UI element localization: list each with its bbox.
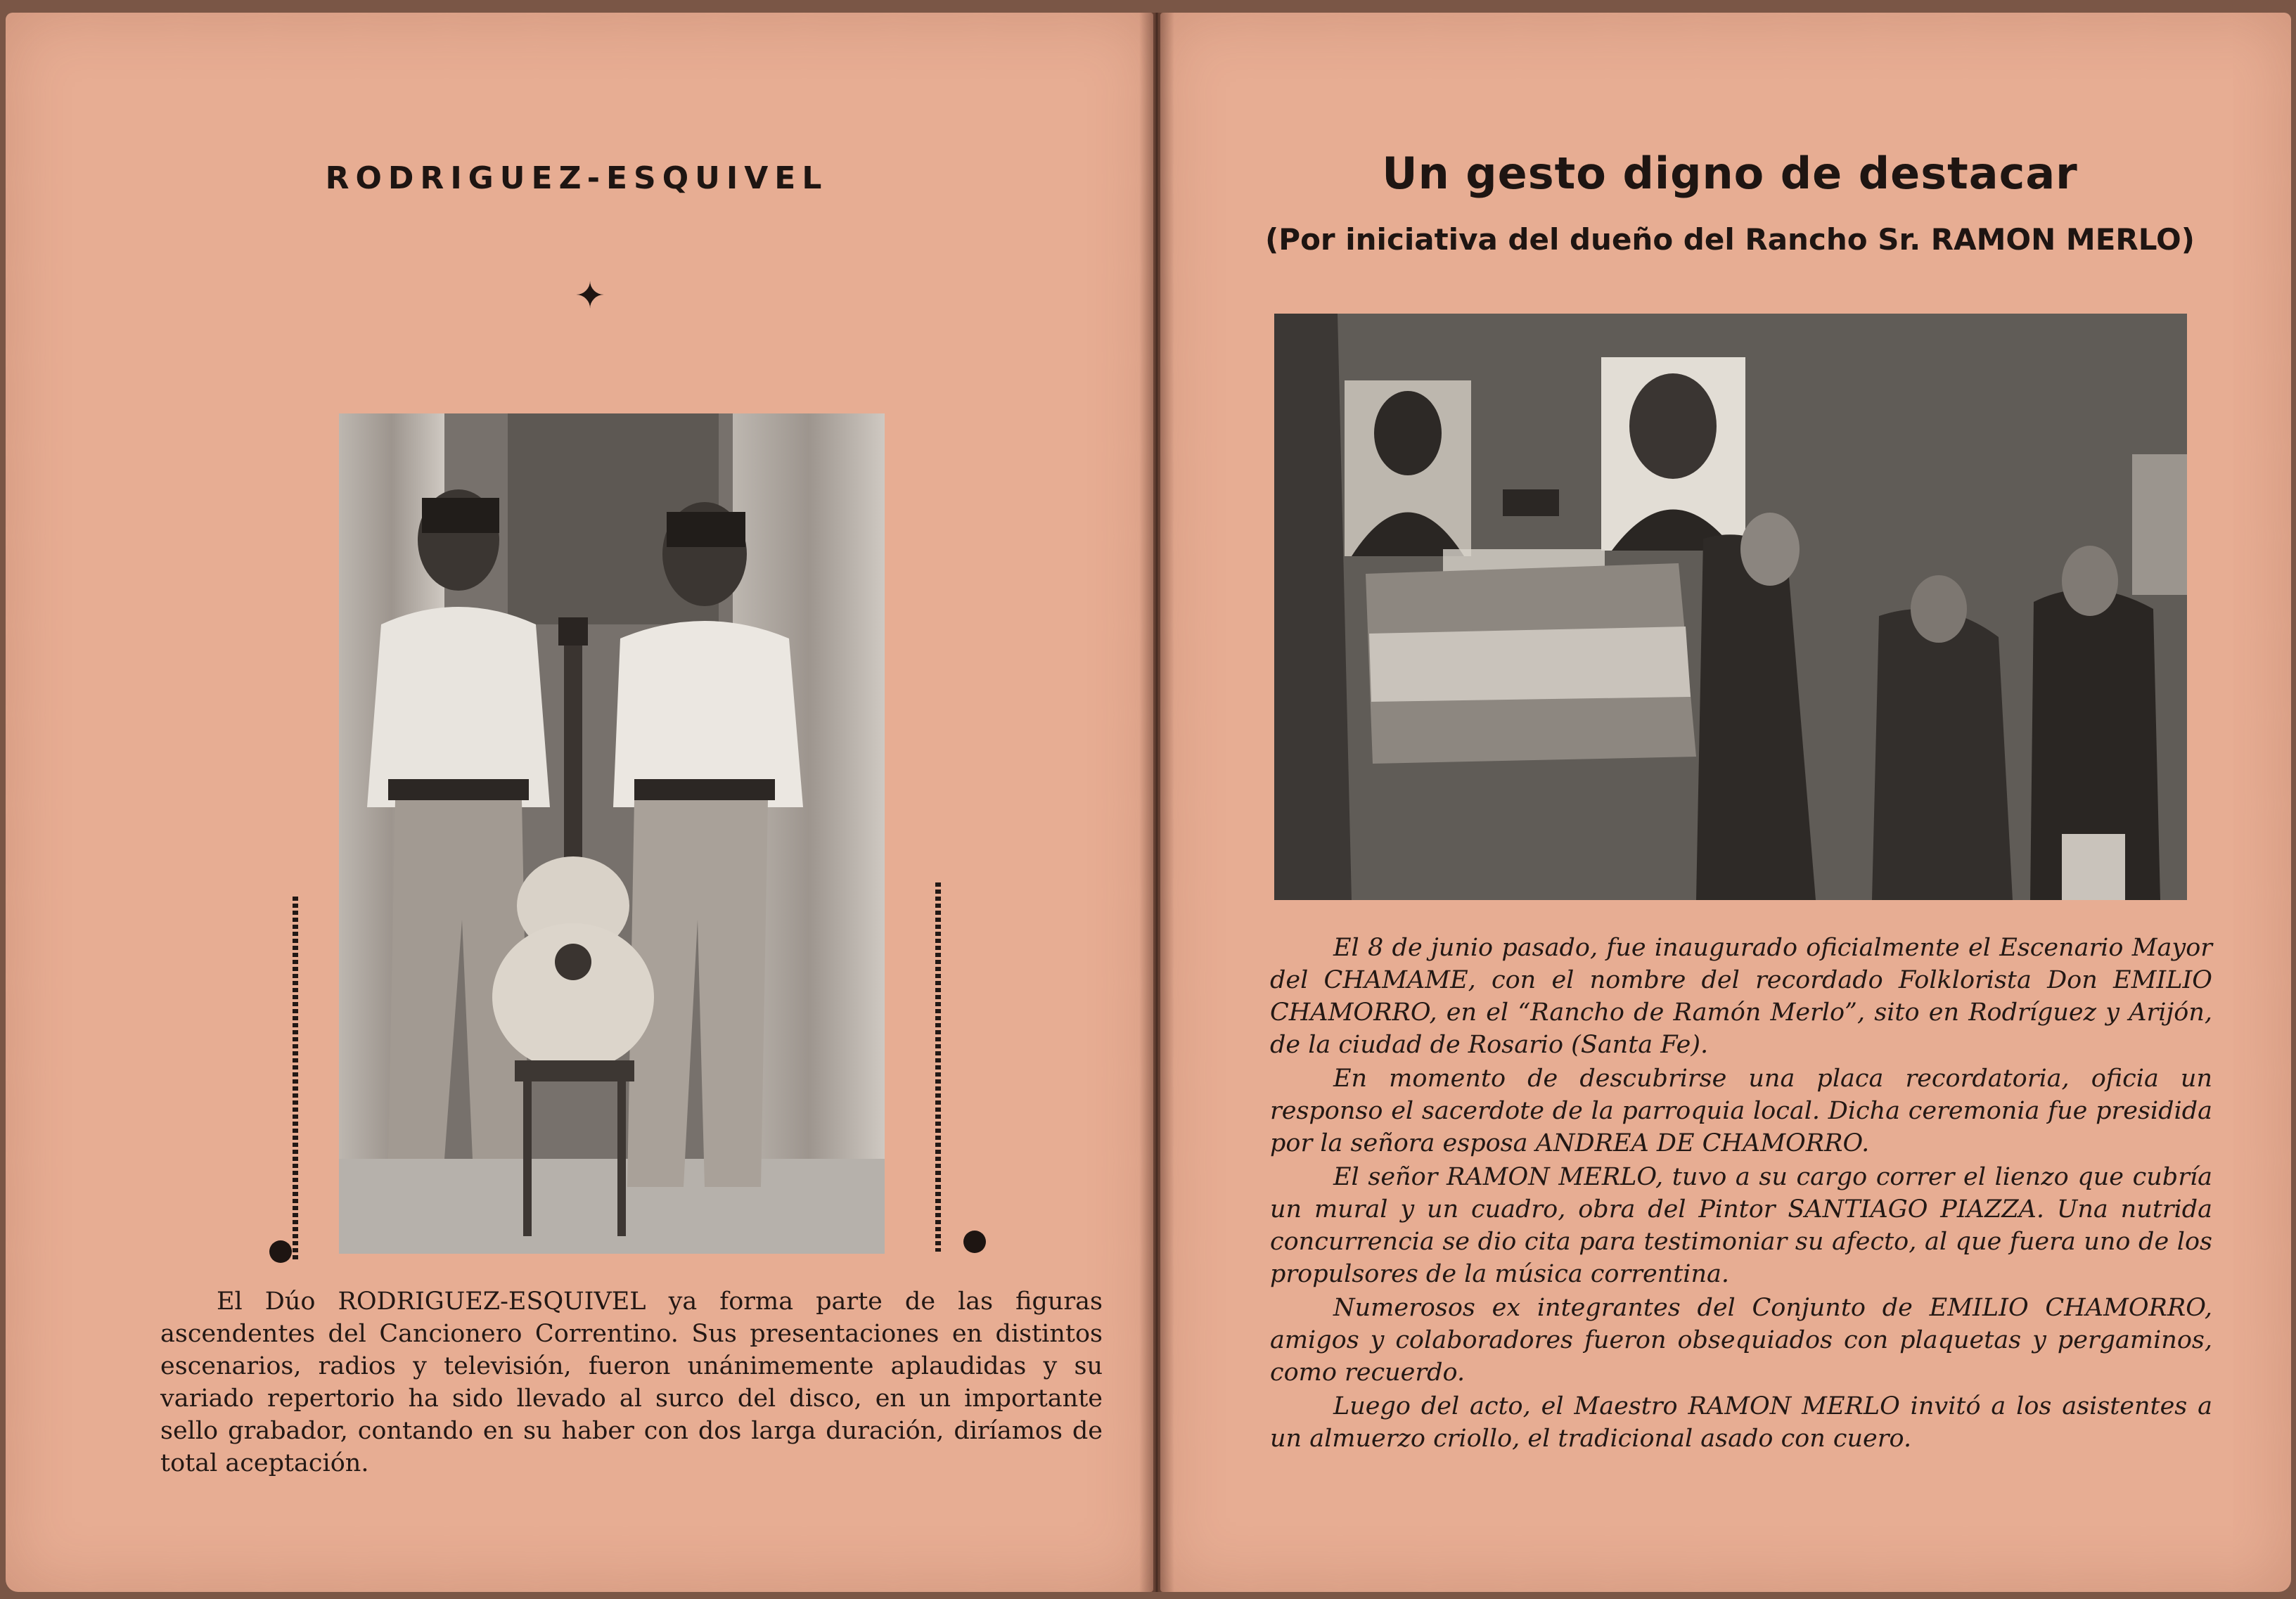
duo-photo-illustration [339,413,885,1254]
ceremony-photo-illustration [1274,314,2187,900]
duo-with-guitar-photo [339,413,885,1254]
duo-caption-text: El Dúo RODRIGUEZ-ESQUIVEL ya forma parte de las figuras ascendentes del Cancionero Correntino. Sus presentaciones en distintos escenarios, radios y televisión, fueron unánimemente aplaudidas y su variado repertorio ha sido llevado al surco del disco, en un importante sello grabador, contando en su haber con dos larga duración, diríamos de total aceptación. [160,1287,1103,1477]
star-ornament-icon: ✦ [575,275,605,317]
vertical-rule-right [935,882,941,1252]
article-paragraph-5: Luego del acto, el Maestro RAMON MERLO invitó a los asistentes a un almuerzo criollo, el tradicional asado con cuero. [1270,1392,2212,1453]
article-paragraph-1: El 8 de junio pasado, fue inaugurado oficialmente el Escenario Mayor del CHAMAME, con el nombre del recordado Folklorista Don EMILIO CHAMORRO, en el “Rancho de Ramón Merlo”, sito en Rodríguez y Arijón, de la ciudad de Rosario (Santa Fe). [1270,934,2212,1059]
left-page-title: RODRIGUEZ-ESQUIVEL [325,160,828,196]
article-title: Un gesto digno de destacar [1382,148,2078,199]
article-paragraph-2: En momento de descubrirse una placa recordatoria, oficia un responso el sacerdote de la parroquia local. Dicha ceremonia fue presidida por la señora esposa ANDREA DE CHAMORRO. [1270,1065,2212,1157]
bullet-dot-right-icon [963,1231,986,1253]
ceremony-photo [1274,314,2187,900]
article-body [1270,932,2212,1456]
bullet-dot-left-icon [269,1240,292,1263]
article-subtitle: (Por iniciativa del dueño del Rancho Sr. RAMON MERLO) [1265,222,2195,257]
article-paragraph-3: El señor RAMON MERLO, tuvo a su cargo correr el lienzo que cubría un mural y un cuadro, obra del Pintor SANTIAGO PIAZZA. Una nutrida concurrencia se dio cita para testimoniar su afecto, al que fuera uno de los propulsores de la música correntina. [1270,1163,2212,1288]
vertical-rule-left [293,897,298,1262]
page-gutter [1139,13,1174,1592]
article-paragraph-4: Numerosos ex integrantes del Conjunto de EMILIO CHAMORRO, amigos y colaboradores fueron obsequiados con plaquetas y pergaminos, como recuerdo. [1270,1294,2212,1387]
